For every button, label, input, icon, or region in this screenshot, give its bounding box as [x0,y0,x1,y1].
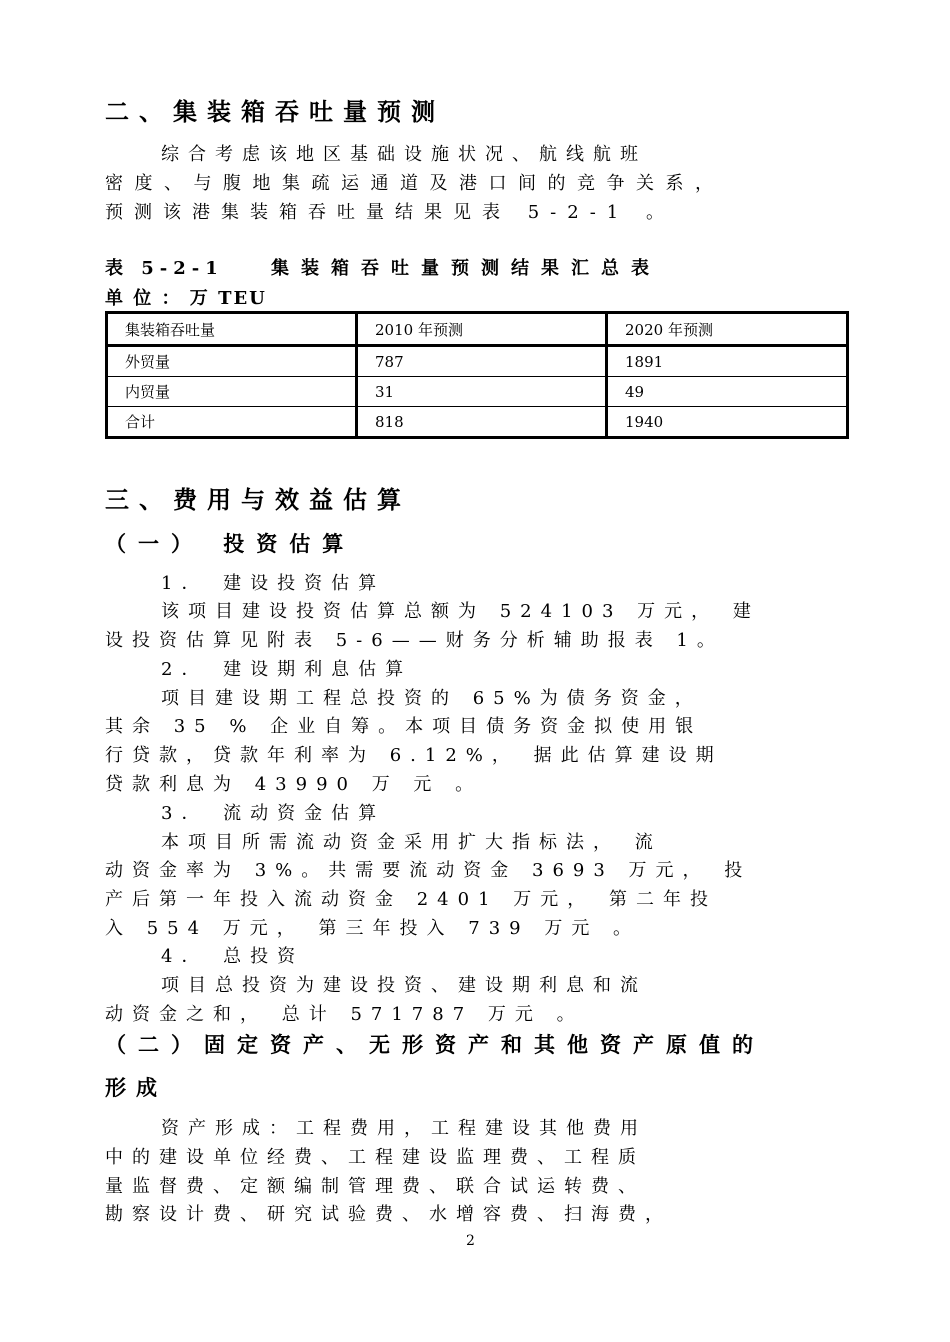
paragraph-line: 该项目建设投资估算总额为 524103 万元， 建 [161,601,760,622]
table-number: 表 5-2-1 [105,258,224,279]
paragraph-line: 设投资估算见附表 5-6——财务分析辅助报表 1。 [105,630,724,651]
section-3-heading: 三、费用与效益估算 [105,485,411,514]
table-cell: 49 [607,377,848,407]
item-heading: 3． 流动资金估算 [161,803,386,824]
table-header-cell: 2010 年预测 [357,313,607,346]
paragraph-line: 综合考虑该地区基础设施状况、航线航班 [161,144,647,165]
table-cell: 31 [357,377,607,407]
subsection-1-heading: （一） 投资估算 [105,531,356,556]
paragraph-line: 贷款利息为 43990 万 元 。 [105,774,483,795]
page-number: 2 [466,1233,475,1249]
subsection-2-heading-cont: 形成 [105,1075,167,1100]
table-cell: 787 [357,346,607,377]
paragraph-line: 入 554 万元， 第三年投入 739 万元 。 [105,918,641,939]
table-cell: 外贸量 [107,346,357,377]
table-cell: 内贸量 [107,377,357,407]
paragraph-line: 本项目所需流动资金采用扩大指标法， 流 [161,832,662,853]
paragraph-line: 预测该港集装箱吞吐量结果见表 5-2-1 。 [105,202,675,223]
table-cell: 818 [357,407,607,438]
table-header-cell: 集装箱吞吐量 [107,313,357,346]
paragraph-line: 勘察设计费、研究试验费、水增容费、扫海费， [105,1204,672,1225]
paragraph-line: 动资金之和， 总计 571787 万元 。 [105,1004,584,1025]
table-unit: 单 位 ： 万 TEU [105,288,267,309]
throughput-table [105,311,849,439]
section-2-heading: 二、集装箱吞吐量预测 [105,97,445,126]
paragraph-line: 动资金率为 3%。共需要流动资金 3693 万元， 投 [105,860,752,881]
table-cell: 合计 [107,407,357,438]
paragraph-line: 资产形成：工程费用，工程建设其他费用 [161,1118,647,1139]
paragraph-line: 其余 35 % 企业自筹。本项目债务资金拟使用银 [105,716,703,737]
table-title: 集装箱吞吐量预测结果汇总表 [271,258,661,279]
table-row [107,346,848,377]
paragraph-line: 产后第一年投入流动资金 2401 万元， 第二年投 [105,889,717,910]
table-cell: 1891 [607,346,848,377]
table-header-row [107,313,848,346]
paragraph-line: 量监督费、定额编制管理费、联合试运转费、 [105,1176,645,1197]
paragraph-line: 项目建设期工程总投资的 65%为债务资金， [161,688,702,709]
paragraph-line: 密度、与腹地集疏运通道及港口间的竞争关系， [105,173,725,194]
paragraph-line: 行贷款，贷款年利率为 6.12%， 据此估算建设期 [105,745,723,766]
item-heading: 4． 总投资 [161,946,305,967]
paragraph-line: 中的建设单位经费、工程建设监理费、工程质 [105,1147,645,1168]
table-row [107,377,848,407]
subsection-2-heading: （二）固定资产、无形资产和其他资产原值的 [105,1032,765,1057]
table-header-cell: 2020 年预测 [607,313,848,346]
table-cell: 1940 [607,407,848,438]
item-heading: 1． 建设投资估算 [161,573,386,594]
paragraph-line: 项目总投资为建设投资、建设期利息和流 [161,975,647,996]
table-row [107,407,848,438]
item-heading: 2． 建设期利息估算 [161,659,413,680]
